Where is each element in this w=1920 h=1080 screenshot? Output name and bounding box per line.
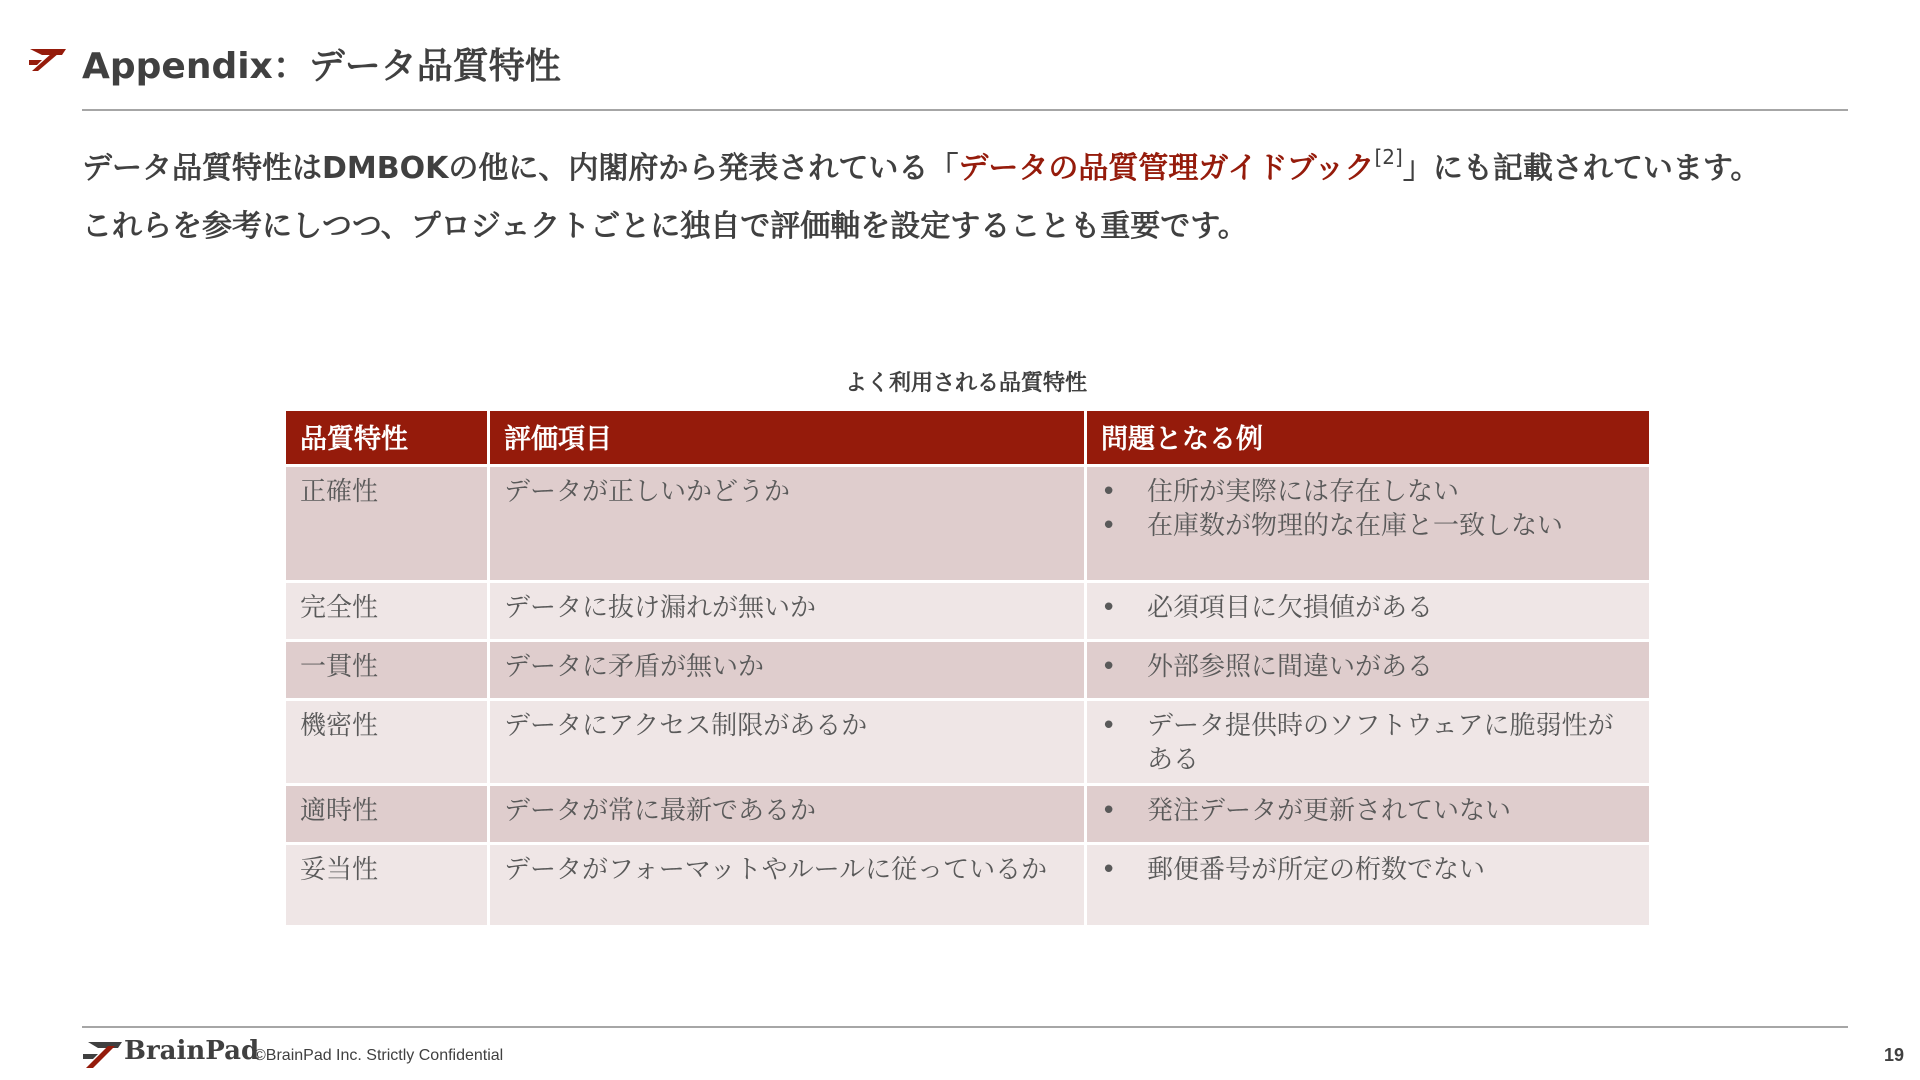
brainpad-mark-icon xyxy=(28,46,68,72)
characteristic-cell: 妥当性 xyxy=(285,844,489,927)
brainpad-logo-text: BrainPad xyxy=(124,1036,260,1066)
list-item: • 在庫数が物理的な在庫と一致しない xyxy=(1101,509,1635,543)
brainpad-logo-icon xyxy=(82,1040,124,1070)
intro-text xyxy=(82,140,1912,256)
criterion-cell: データに矛盾が無いか xyxy=(489,641,1086,700)
intro-line-2: これらを参考にしつつ、プロジェクトごとに独自で評価軸を設定することも重要です。 xyxy=(82,209,1248,244)
characteristic-cell: 一貫性 xyxy=(285,641,489,700)
table-row xyxy=(285,785,1651,844)
quality-characteristics-table xyxy=(283,408,1652,928)
criterion-cell: データが常に最新であるか xyxy=(489,785,1086,844)
characteristic-cell: 完全性 xyxy=(285,582,489,641)
examples-list xyxy=(1101,853,1635,887)
table-caption: よく利用される品質特性 xyxy=(844,371,1087,396)
page-title: Appendix：データ品質特性 xyxy=(82,46,561,87)
column-header-examples: 問題となる例 xyxy=(1086,410,1651,466)
examples-cell xyxy=(1086,700,1651,785)
examples-cell xyxy=(1086,844,1651,927)
table-row xyxy=(285,582,1651,641)
reference-marker: [2] xyxy=(1374,145,1403,169)
page-number: 19 xyxy=(1883,1045,1904,1065)
examples-cell xyxy=(1086,466,1651,582)
guidebook-title: データの品質管理ガイドブック xyxy=(958,151,1375,186)
criterion-cell: データにアクセス制限があるか xyxy=(489,700,1086,785)
column-header-criterion: 評価項目 xyxy=(489,410,1086,466)
list-item: • 必須項目に欠損値がある xyxy=(1101,591,1635,625)
table-row xyxy=(285,700,1651,785)
table-row xyxy=(285,466,1651,582)
examples-list xyxy=(1101,591,1635,625)
list-item: • 住所が実際には存在しない xyxy=(1101,475,1635,509)
criterion-cell: データがフォーマットやルールに従っているか xyxy=(489,844,1086,927)
table-row xyxy=(285,641,1651,700)
table-row xyxy=(285,844,1651,927)
copyright-notice: ©BrainPad Inc. Strictly Confidential xyxy=(254,1047,504,1064)
characteristic-cell: 機密性 xyxy=(285,700,489,785)
intro-line-1-before: データ品質特性はDMBOKの他に、内閣府から発表されている「 xyxy=(82,151,959,186)
table-header-row xyxy=(285,410,1651,466)
characteristic-cell: 適時性 xyxy=(285,785,489,844)
characteristic-cell: 正確性 xyxy=(285,466,489,582)
examples-list xyxy=(1101,794,1635,828)
intro-line-1 xyxy=(82,140,1912,198)
criterion-cell: データに抜け漏れが無いか xyxy=(489,582,1086,641)
list-item: • 郵便番号が所定の桁数でない xyxy=(1101,853,1635,887)
criterion-cell: データが正しいかどうか xyxy=(489,466,1086,582)
list-item: • データ提供時のソフトウェアに脆弱性がある xyxy=(1101,709,1635,777)
examples-cell xyxy=(1086,785,1651,844)
footer-divider xyxy=(82,1026,1848,1028)
examples-list xyxy=(1101,475,1635,543)
examples-list xyxy=(1101,709,1635,777)
examples-cell xyxy=(1086,582,1651,641)
title-divider xyxy=(82,109,1848,111)
examples-list xyxy=(1101,650,1635,684)
intro-line-1-after: 」にも記載されています。 xyxy=(1402,151,1761,186)
column-header-characteristic: 品質特性 xyxy=(285,410,489,466)
list-item: • 外部参照に間違いがある xyxy=(1101,650,1635,684)
list-item: • 発注データが更新されていない xyxy=(1101,794,1635,828)
examples-cell xyxy=(1086,641,1651,700)
